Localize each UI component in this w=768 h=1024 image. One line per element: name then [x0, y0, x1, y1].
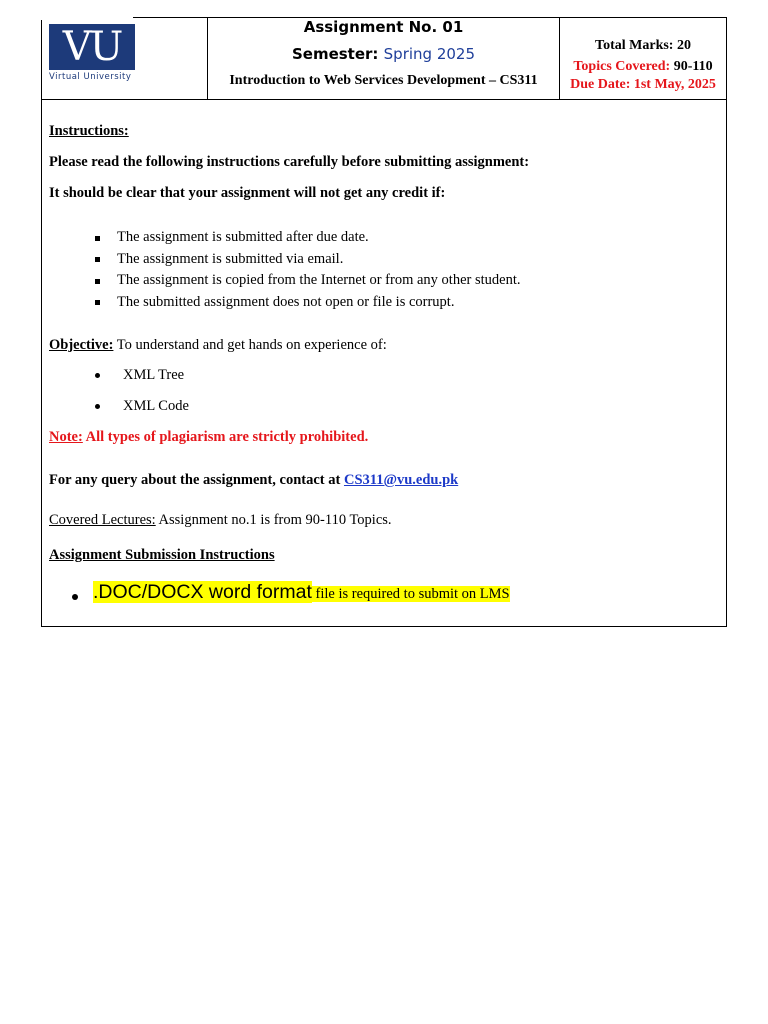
course-title: Introduction to Web Services Development – CS311: [229, 73, 538, 88]
objective-item: XML Code: [123, 398, 189, 414]
instructions-line-2: It should be clear that your assignment will not get any credit if:: [49, 185, 446, 201]
semester-line: [208, 45, 559, 63]
header-table: [41, 17, 727, 100]
due-date: Due Date: 1st May, 2025: [570, 77, 716, 92]
bullet-square: [95, 236, 100, 241]
bullet-square: [95, 279, 100, 284]
lectures-text: Assignment no.1 is from 90-110 Topics.: [155, 512, 392, 528]
bullet-square: [95, 300, 100, 305]
marks-cell: [560, 18, 726, 99]
total-marks: Total Marks: 20: [595, 38, 691, 53]
submission-text: file is required to submit on LMS: [311, 586, 510, 602]
topics-label: Topics Covered:: [573, 59, 671, 74]
note-line: [49, 429, 368, 446]
objective-line: [49, 337, 387, 354]
vu-logo-caption: Virtual University: [49, 72, 132, 82]
submission-heading: Assignment Submission Instructions: [49, 547, 275, 563]
instruction-item: The assignment is submitted via email.: [117, 251, 344, 267]
lectures-label: Covered Lectures:: [49, 512, 156, 528]
lectures-line: [49, 512, 392, 529]
bullet-dot: [72, 594, 78, 600]
bullet-dot: [95, 404, 100, 409]
note-label: Note:: [49, 429, 83, 445]
instructions-line-1: Please read the following instructions carefully before submitting assignment:: [49, 154, 530, 170]
bullet-dot: [95, 373, 100, 378]
note-text: All types of plagiarism are strictly prohibited.: [82, 429, 369, 445]
submission-item: [93, 581, 510, 604]
semester-label: Semester:: [291, 45, 379, 63]
objective-label: Objective:: [49, 337, 114, 353]
logo-cell: [42, 18, 208, 99]
title-cell: [208, 18, 560, 99]
objective-text: To understand and get hands on experience of:: [113, 337, 387, 353]
instruction-item: The submitted assignment does not open or file is corrupt.: [117, 294, 455, 310]
instruction-item: The assignment is copied from the Internet or from any other student.: [117, 272, 521, 288]
instructions-heading: Instructions:: [49, 123, 129, 139]
instruction-item: The assignment is submitted after due date.: [117, 229, 369, 245]
objective-item: XML Tree: [123, 367, 185, 383]
query-line: [49, 472, 458, 489]
assignment-title: Assignment No. 01: [303, 18, 464, 36]
semester-value: Spring 2025: [383, 45, 476, 63]
vu-logo-mark: VU: [49, 24, 135, 70]
document-body: [41, 99, 727, 627]
contact-email-link[interactable]: CS311@vu.edu.pk: [343, 472, 459, 488]
query-text: For any query about the assignment, contact at: [49, 472, 344, 488]
topics-covered: [560, 59, 726, 75]
vu-logo: [49, 24, 135, 82]
bullet-square: [95, 257, 100, 262]
topics-value: 90-110: [673, 59, 713, 74]
submission-format: .DOC/DOCX word format: [93, 581, 312, 603]
